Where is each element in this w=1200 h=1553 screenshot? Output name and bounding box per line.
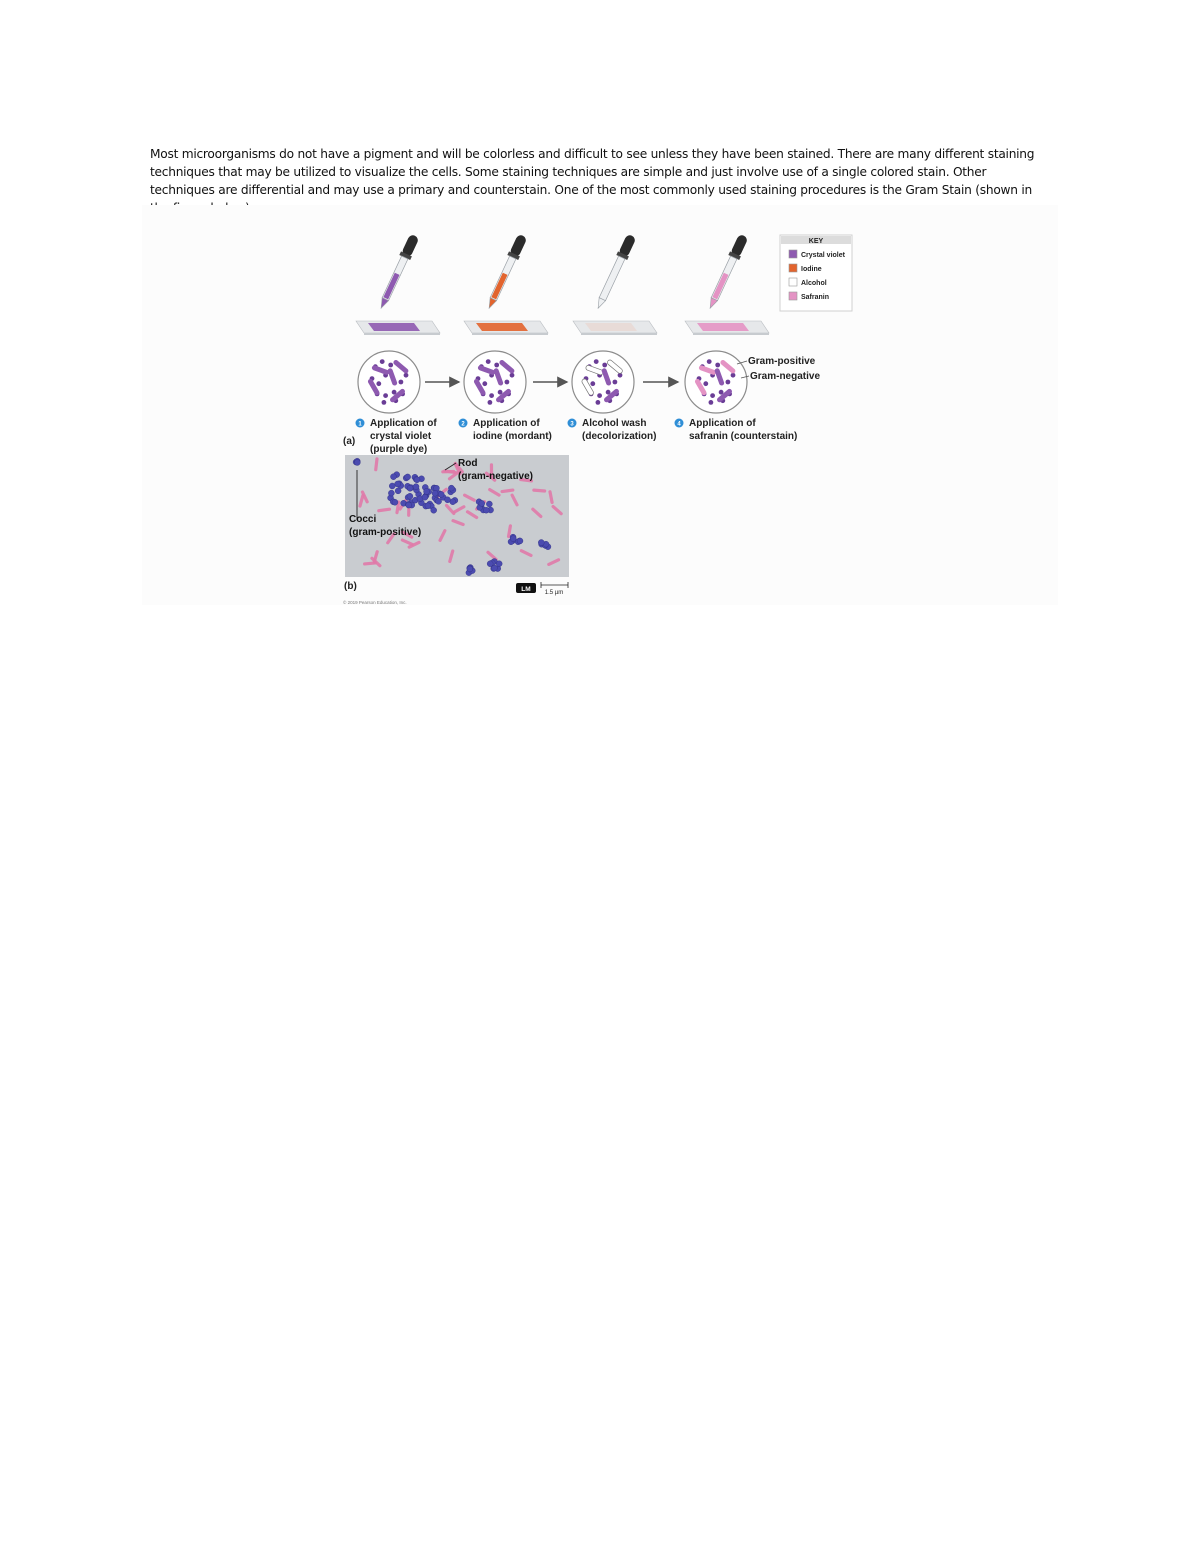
key-item-label: Safranin — [801, 294, 830, 301]
step-number: 4 — [677, 421, 681, 428]
cell-circle-3 — [572, 351, 634, 413]
key-box — [780, 235, 852, 311]
step-number: 1 — [358, 421, 362, 428]
micro-coccus — [479, 500, 485, 506]
lm-badge — [516, 583, 536, 593]
micro-coccus — [445, 497, 451, 503]
step-label-line: iodine (mordant) — [473, 431, 552, 442]
gram-negative-label: Gram-negative — [750, 371, 821, 382]
micro-coccus — [392, 499, 398, 505]
slide-1 — [356, 321, 440, 335]
scale-label: 1.5 µm — [544, 590, 564, 596]
key-item — [789, 292, 829, 301]
micro-coccus — [448, 485, 454, 491]
slide-2 — [464, 321, 548, 335]
panel-b-label: (b) — [344, 581, 357, 592]
slide-4 — [685, 321, 769, 335]
step-label-line: Application of — [473, 418, 540, 429]
key-item — [789, 264, 822, 273]
step-number: 2 — [461, 421, 465, 428]
micro-rod — [441, 470, 455, 474]
scale-bar — [541, 582, 568, 596]
key-item-label: Crystal violet — [801, 252, 845, 259]
micro-coccus — [414, 477, 420, 483]
micro-coccus — [438, 491, 444, 497]
micro-coccus — [407, 485, 413, 491]
key-item-label: Alcohol — [801, 280, 827, 287]
micro-coccus — [422, 494, 428, 500]
micro-coccus — [467, 566, 473, 572]
cocci-sublabel: (gram-positive) — [349, 527, 422, 538]
micrograph — [345, 455, 569, 577]
slide-3 — [573, 321, 657, 335]
micro-coccus — [388, 490, 394, 496]
key-title: KEY — [808, 238, 824, 245]
micro-coccus — [486, 501, 492, 507]
step-1 — [356, 418, 438, 455]
step-label-line: crystal violet — [370, 431, 432, 442]
micro-coccus — [517, 538, 523, 544]
dropper-row — [356, 233, 769, 335]
rod-sublabel: (gram-negative) — [458, 471, 534, 482]
cell-circle-2 — [464, 351, 526, 413]
step-label-line: Application of — [689, 418, 756, 429]
cell-circle-1 — [358, 351, 420, 413]
gram-labels — [737, 356, 820, 382]
copyright: © 2019 Pearson Education, Inc. — [343, 600, 407, 605]
micro-coccus — [424, 489, 430, 495]
rod-label: Rod — [458, 458, 478, 469]
micro-coccus — [413, 484, 419, 490]
step-label-line: Alcohol wash — [582, 418, 647, 429]
panel-a-label: (a) — [343, 436, 356, 447]
micro-coccus — [395, 488, 401, 494]
svg-text:LM: LM — [521, 586, 531, 593]
micro-coccus — [425, 503, 431, 509]
key-item — [789, 278, 827, 287]
step-number: 3 — [570, 421, 574, 428]
step-2 — [459, 418, 552, 442]
micro-coccus — [432, 490, 438, 496]
step-label-line: (purple dye) — [370, 444, 428, 455]
micro-coccus — [395, 481, 401, 487]
micro-coccus — [354, 459, 360, 465]
step-labels — [356, 418, 798, 455]
dropper-2 — [464, 233, 548, 335]
micro-coccus — [431, 507, 437, 513]
step-label-line: Application of — [370, 418, 437, 429]
micro-coccus — [483, 507, 489, 513]
micro-coccus — [487, 561, 493, 567]
dropper-4 — [685, 233, 769, 335]
micro-coccus — [389, 483, 395, 489]
gram-positive-label: Gram-positive — [748, 356, 816, 367]
cell-circle-4 — [685, 351, 747, 413]
intro-paragraph: Most microorganisms do not have a pigment and will be colorless and difficult to see unless they have been stained. There are many different staining techniques that may be utilized to visualize the cells. Some staining techniques are simple and just involve use of a single colored stain. Other techniques are differential and may use a primary and counterstain. One of the most commonly used staining procedures is the Gram Stain (shown in — [150, 147, 1035, 197]
dropper-1 — [356, 233, 440, 335]
key-item-label: Iodine — [801, 266, 822, 273]
step-label-line: safranin (counterstain) — [689, 431, 798, 442]
step-3 — [568, 418, 657, 442]
micro-coccus — [538, 539, 544, 545]
micro-coccus — [510, 536, 516, 542]
micro-coccus — [406, 502, 412, 508]
micro-coccus — [390, 474, 396, 480]
dropper-3 — [573, 233, 657, 335]
cocci-label: Cocci — [349, 514, 377, 525]
micro-coccus — [405, 474, 411, 480]
micro-coccus — [496, 561, 502, 567]
step-4 — [675, 418, 798, 442]
micro-coccus — [436, 498, 442, 504]
step-label-line: (decolorization) — [582, 431, 657, 442]
micro-coccus — [407, 493, 413, 499]
